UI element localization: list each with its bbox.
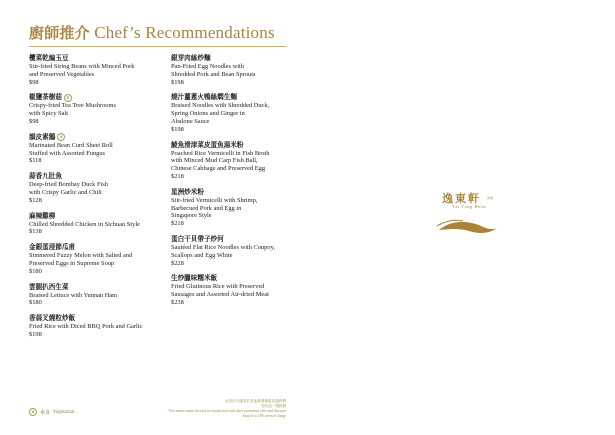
title-divider: [29, 46, 286, 47]
title-en: Chef’s Recommendations: [94, 23, 275, 42]
page-title: [29, 22, 275, 43]
menu-item: [29, 133, 169, 165]
dish-name-zh-text: 韻皮素鵝: [29, 132, 56, 141]
dish-description-line: Marinated Bean Curd Sheet Roll: [29, 141, 113, 149]
dish-description-line: Chilled Shredded Chicken in Sichuan Style: [29, 220, 140, 228]
dish-description-line: Sausages and Assorted Air-dried Meat: [171, 291, 269, 299]
dish-description-line: Shredded Pork and Bean Sprouts: [171, 70, 256, 78]
dish-description-line: Stir-fried Vermicelli with Shrimp,: [171, 196, 258, 204]
dish-name-zh: [29, 93, 169, 102]
dish-description-line: Spring Onions and Ginger in: [171, 110, 245, 118]
dish-name-zh: [29, 283, 169, 292]
dish-description-line: with Spicy Salt: [29, 110, 69, 118]
dish-price: $238: [171, 298, 184, 306]
menu-item: [29, 212, 169, 237]
menu-column-left: [29, 54, 169, 346]
footer-note-en2: Subject to 10% service charge: [242, 414, 286, 418]
restaurant-logo: [437, 190, 499, 238]
dish-description-line: Preserved Eggs in Supreme Soup: [29, 259, 115, 267]
menu-item: [171, 235, 316, 267]
dish-price: $180: [29, 299, 42, 307]
dish-description-line: and Preserved Vegetables: [29, 70, 95, 78]
dish-name-zh: [171, 188, 316, 197]
dish-description-line: with Crispy Garlic and Chili: [29, 188, 102, 196]
veg-legend-zh: 素食: [40, 410, 51, 416]
menu-item: [171, 93, 316, 133]
footer-note-en: This menu cannot be used in conjunction with other promotion offer and discount: [168, 409, 286, 413]
dish-description-line: Pan-Fried Egg Noodles with: [171, 63, 244, 70]
logo-small: 香港: [487, 196, 494, 200]
dish-name-zh-text: 蒜香九肚魚: [29, 172, 62, 181]
menu-item: [29, 243, 169, 275]
dish-description-line: with Minced Mud Carp Fish Ball,: [171, 157, 258, 165]
logo-zh: 逸東軒: [442, 192, 481, 205]
dish-name-zh: [29, 243, 169, 252]
dish-price: $98: [29, 117, 39, 125]
menu-item: [29, 283, 169, 308]
dish-price: $138: [29, 228, 42, 236]
dish-description-line: Singapore Style: [171, 212, 212, 220]
vegetarian-legend: [29, 408, 74, 416]
dish-name-zh-text: 燒汁薑蔥火鴨絲燜生麵: [171, 93, 237, 102]
menu-column-right: [171, 54, 316, 314]
dish-name-zh-text: 椒鹽茶樹菇: [29, 93, 62, 102]
dish-price: $98: [29, 78, 39, 86]
menu-item: [171, 54, 316, 86]
dish-price: $228: [171, 259, 184, 267]
title-zh: 廚師推介: [29, 24, 90, 42]
footer-note: [150, 399, 286, 419]
vegetarian-leaf-icon: ❦: [57, 133, 65, 141]
dish-description-line: Abalone Sauce: [171, 117, 210, 125]
dish-description-line: Fried Glutinous Rice with Preserved: [171, 283, 265, 291]
dish-name-zh-text: 銀芽肉絲炒麵: [171, 54, 211, 62]
dish-name-zh-text: 雲腿扒西生菜: [29, 282, 69, 291]
menu-item: [171, 188, 316, 228]
veg-legend-en: Vegetarian: [53, 409, 75, 415]
menu-item: [29, 54, 169, 86]
dish-price: $198: [29, 330, 42, 338]
dish-name-zh-text: 麻辣雞柳: [29, 211, 56, 220]
dish-name-zh: [171, 235, 316, 244]
logo-en: Yat Tung Heen: [452, 204, 487, 209]
dish-price: $198: [171, 125, 184, 133]
dish-price: $180: [29, 267, 42, 275]
footer-note-zh2: 另收加一服務費: [260, 404, 286, 408]
dish-name-zh-text: 香蒜叉燒粒炒飯: [29, 314, 76, 323]
dish-name-zh: [171, 274, 316, 283]
footer-note-zh: 此折扣不適用於其他推廣優惠及服務費: [224, 399, 286, 403]
dish-name-zh: [29, 172, 169, 181]
dish-description-line: Scallops and Egg White: [171, 251, 233, 259]
dish-description-line: Stuffed with Assorted Fungus: [29, 149, 106, 157]
dish-name-zh: [29, 314, 169, 323]
dish-description-line: Braised Noodles with Shredded Duck,: [171, 102, 270, 110]
menu-item: [29, 172, 169, 204]
menu-item: [171, 141, 316, 181]
dish-name-zh: [29, 133, 169, 142]
dish-description-line: Braised Lettuce with Yunnan Ham: [29, 291, 118, 299]
dish-description-line: Chinese Cabbage and Preserved Egg: [171, 165, 266, 173]
dish-description-line: Barbecued Pork and Egg in: [171, 204, 242, 212]
dish-name-zh: [171, 93, 316, 102]
dish-name-zh-text: 鯪魚滑津菜皮蛋魚湯米粉: [171, 140, 244, 149]
logo-swoosh-icon: [437, 190, 499, 238]
dish-price: $198: [171, 78, 184, 86]
dish-description-line: Crispy-fried Tea Tree Mushrooms: [29, 102, 116, 110]
dish-price: $218: [171, 172, 184, 180]
dish-name-zh: [171, 54, 316, 63]
dish-price: $218: [171, 220, 184, 228]
dish-name-zh: [29, 54, 169, 63]
dish-description-line: Stir-fried String Beans with Minced Pork: [29, 63, 135, 70]
dish-description-line: Sautéed Flat Rice Noodles with Conpoy,: [171, 243, 275, 251]
dish-price: $128: [29, 196, 42, 204]
dish-description-line: Deep-fried Bombay Duck Fish: [29, 181, 108, 189]
dish-price: $118: [29, 157, 42, 165]
dish-name-zh: [29, 212, 169, 221]
dish-name-zh-text: 星洲炒米粉: [171, 187, 204, 196]
dish-name-zh: [171, 141, 316, 150]
dish-description-line: Fried Rice with Diced BBQ Pork and Garlic: [29, 323, 143, 331]
dish-name-zh-text: 生炒臘味糯米飯: [171, 274, 218, 283]
vegetarian-leaf-icon: ❦: [64, 94, 72, 102]
dish-name-zh-text: 金銀蛋浸節瓜甫: [29, 243, 76, 252]
dish-description-line: Simmered Fuzzy Melon with Salted and: [29, 252, 133, 260]
dish-name-zh-text: 欖菜乾煸玉豆: [29, 54, 69, 62]
dish-name-zh-text: 蛋白干貝帶子炒河: [171, 234, 224, 243]
menu-item: [29, 314, 169, 339]
dish-description-line: Poached Rice Vermicelli in Fish Broth: [171, 149, 270, 157]
menu-item: [171, 274, 316, 306]
vegetarian-leaf-icon: ❦: [29, 408, 37, 416]
menu-item: [29, 93, 169, 125]
